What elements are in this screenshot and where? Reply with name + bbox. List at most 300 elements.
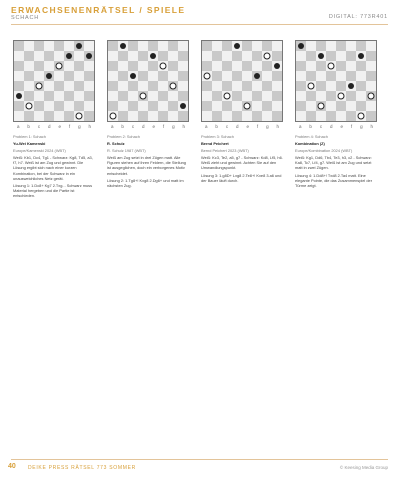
black-piece-icon [254, 73, 260, 79]
board-square [64, 71, 74, 81]
problem-author: Yu-Wei Kamenski [13, 141, 46, 147]
white-piece-icon [244, 103, 251, 110]
board-square [346, 91, 356, 101]
board-square [336, 111, 346, 121]
board-square [232, 91, 242, 101]
board-square [148, 111, 158, 121]
board-square [222, 111, 232, 121]
board-square [336, 51, 346, 61]
black-piece-icon [130, 73, 136, 79]
file-label: b [309, 124, 312, 129]
file-label: f [68, 124, 71, 129]
board-square [168, 101, 178, 111]
board-square [202, 101, 212, 111]
board-square [74, 101, 84, 111]
board-square [222, 101, 232, 111]
file-label: b [27, 124, 30, 129]
problem-title: Problem 3: Schach [201, 134, 234, 139]
file-label: c [319, 124, 323, 129]
file-label: e [246, 124, 249, 129]
board-square [148, 101, 158, 111]
board-square [118, 61, 128, 71]
board-square [158, 41, 168, 51]
magazine-name: DEIKE PRESS RÄTSEL 773 SOMMER [28, 465, 136, 471]
board-square [316, 61, 326, 71]
board-square [24, 51, 34, 61]
file-label: c [131, 124, 135, 129]
board-square [74, 51, 84, 61]
board-square [14, 111, 24, 121]
board-square [34, 61, 44, 71]
board-square [306, 91, 316, 101]
white-piece-icon [318, 103, 325, 110]
board-square [212, 101, 222, 111]
board-square [366, 91, 376, 101]
board-square [158, 61, 168, 71]
file-label: h [88, 124, 92, 129]
board-square [232, 81, 242, 91]
black-piece-icon [234, 43, 240, 49]
problem-author: Kombination (Z) [295, 141, 325, 147]
board-square [326, 81, 336, 91]
board-square [158, 51, 168, 61]
file-label: a [298, 124, 302, 129]
board-square [84, 51, 94, 61]
board-square [336, 41, 346, 51]
file-label: h [276, 124, 280, 129]
chess-problem-4 [293, 40, 380, 455]
board-square [118, 71, 128, 81]
black-piece-icon [86, 53, 92, 59]
problem-text [295, 134, 377, 190]
board-square [178, 71, 188, 81]
file-label: e [340, 124, 343, 129]
board-square [64, 51, 74, 61]
white-piece-icon [328, 63, 335, 70]
file-label: d [48, 124, 51, 129]
board-square [138, 71, 148, 81]
board-square [138, 81, 148, 91]
board-square [138, 91, 148, 101]
board-square [356, 51, 366, 61]
board-square [84, 61, 94, 71]
board-square [356, 41, 366, 51]
board-square [118, 41, 128, 51]
board-square [316, 111, 326, 121]
black-piece-icon [274, 63, 280, 69]
board-square [326, 51, 336, 61]
board-square [148, 71, 158, 81]
board-square [262, 61, 272, 71]
chess-problem-2 [105, 40, 192, 455]
header-subtitle: SCHACH [11, 15, 40, 21]
file-label: b [215, 124, 218, 129]
board-square [178, 61, 188, 71]
board-square [232, 41, 242, 51]
board-square [54, 61, 64, 71]
board-square [54, 71, 64, 81]
footer-copyright: © Keesing Media Group [339, 465, 388, 470]
problem-description: Weiß am Zug setzt in drei Zügen matt. Alle Figuren stehen auf ihren Feldern, die Stellung ist ausgeglichen, doch ein verborgenes Motiv entscheidet. [107, 155, 186, 176]
board-square [222, 81, 232, 91]
board-square [138, 41, 148, 51]
board-square [128, 111, 138, 121]
file-label: e [58, 124, 61, 129]
file-labels [201, 124, 283, 129]
board-square [108, 101, 118, 111]
board-square [272, 111, 282, 121]
board-square [74, 61, 84, 71]
board-square [178, 91, 188, 101]
board-square [128, 91, 138, 101]
board-square [14, 51, 24, 61]
board-square [64, 61, 74, 71]
board-square [44, 71, 54, 81]
board-square [306, 81, 316, 91]
problem-position: Europe/Kamenski 2024 (WBT) [13, 148, 66, 154]
black-piece-icon [180, 103, 186, 109]
board-square [44, 61, 54, 71]
board-square [74, 81, 84, 91]
board-square [326, 111, 336, 121]
board-square [272, 81, 282, 91]
board-square [148, 81, 158, 91]
board-square [356, 111, 366, 121]
problem-description: Weiß: Kb1, Dc4, Tg1 - Schwarz: Kg8, Td5, a3, f7, h7. Weiß ist am Zug und gewinnt. Die Lösung ergibt sich nach einer kurzen Kombination, bei der Schwarz in ein unausweichliches Netz gerät. [13, 155, 93, 181]
board-square [64, 101, 74, 111]
white-piece-icon [76, 113, 83, 120]
board-square [34, 91, 44, 101]
board-square [54, 51, 64, 61]
board-square [212, 81, 222, 91]
board-square [24, 81, 34, 91]
problem-author: R. Schulz [107, 141, 125, 147]
board-square [108, 41, 118, 51]
board-square [316, 81, 326, 91]
board-square [14, 41, 24, 51]
board-square [272, 101, 282, 111]
black-piece-icon [348, 83, 354, 89]
board-square [306, 111, 316, 121]
board-square [272, 71, 282, 81]
board-square [366, 101, 376, 111]
black-piece-icon [318, 53, 324, 59]
white-piece-icon [170, 83, 177, 90]
board-square [336, 91, 346, 101]
board-square [356, 91, 366, 101]
board-square [128, 81, 138, 91]
board-square [296, 111, 306, 121]
board-square [366, 111, 376, 121]
board-square [34, 101, 44, 111]
board-square [14, 101, 24, 111]
board-square [44, 51, 54, 61]
file-label: g [172, 124, 175, 129]
board-square [366, 41, 376, 51]
board-square [138, 111, 148, 121]
board-square [202, 51, 212, 61]
board-square [202, 61, 212, 71]
board-square [44, 101, 54, 111]
problem-title: Problem 2: Schach [107, 134, 140, 139]
board-square [252, 111, 262, 121]
board-square [138, 51, 148, 61]
chess-board [201, 40, 283, 122]
problem-title: Problem 4: Schach [295, 134, 328, 139]
board-square [44, 41, 54, 51]
problem-text [13, 134, 95, 200]
board-square [272, 61, 282, 71]
problem-description: Weiß: Kg1, Dd6, Tb4, Te3, h3, c2 - Schwarz: Ka8, Tc7, Lf4, g7. Weiß ist am Zug und setzt matt in zwei Zügen. [295, 155, 372, 171]
board-square [366, 81, 376, 91]
board-square [262, 101, 272, 111]
board-square [242, 61, 252, 71]
file-label: d [236, 124, 239, 129]
board-square [138, 61, 148, 71]
board-square [262, 111, 272, 121]
board-square [24, 41, 34, 51]
black-piece-icon [16, 93, 22, 99]
board-square [356, 61, 366, 71]
board-square [316, 71, 326, 81]
board-square [54, 101, 64, 111]
board-square [158, 101, 168, 111]
board-square [222, 91, 232, 101]
file-label: g [78, 124, 81, 129]
page-number: 40 [8, 463, 16, 470]
board-square [316, 91, 326, 101]
board-square [316, 101, 326, 111]
file-label: g [360, 124, 363, 129]
board-square [306, 61, 316, 71]
board-square [64, 111, 74, 121]
file-label: a [204, 124, 208, 129]
black-piece-icon [150, 53, 156, 59]
board-square [148, 91, 158, 101]
board-square [252, 41, 262, 51]
board-square [242, 111, 252, 121]
board-square [242, 81, 252, 91]
problem-text [107, 134, 189, 190]
board-square [34, 41, 44, 51]
board-square [242, 41, 252, 51]
board-square [222, 41, 232, 51]
board-square [74, 91, 84, 101]
board-square [84, 91, 94, 101]
board-square [118, 51, 128, 61]
board-square [336, 71, 346, 81]
file-label: a [16, 124, 20, 129]
board-square [108, 51, 118, 61]
file-label: e [152, 124, 155, 129]
board-square [262, 91, 272, 101]
board-square [296, 101, 306, 111]
board-square [262, 81, 272, 91]
board-square [316, 51, 326, 61]
problem-solution: Lösung 2: 1.Tg8+! Kxg8 2.Dg6+ und matt im nächsten Zug. [107, 177, 184, 188]
chess-board [107, 40, 189, 122]
file-labels [107, 124, 189, 129]
white-piece-icon [338, 93, 345, 100]
board-square [232, 71, 242, 81]
file-label: d [330, 124, 333, 129]
board-square [158, 91, 168, 101]
board-square [202, 111, 212, 121]
white-piece-icon [160, 63, 167, 70]
file-labels [13, 124, 95, 129]
white-piece-icon [224, 93, 231, 100]
board-square [356, 81, 366, 91]
board-square [336, 61, 346, 71]
board-square [74, 41, 84, 51]
board-square [306, 41, 316, 51]
board-square [346, 111, 356, 121]
white-piece-icon [308, 83, 315, 90]
black-piece-icon [76, 43, 82, 49]
board-square [14, 71, 24, 81]
board-square [366, 51, 376, 61]
board-square [168, 81, 178, 91]
board-square [346, 71, 356, 81]
board-square [84, 71, 94, 81]
board-square [272, 91, 282, 101]
file-label: g [266, 124, 269, 129]
board-square [168, 51, 178, 61]
board-square [212, 111, 222, 121]
board-square [202, 41, 212, 51]
board-square [326, 91, 336, 101]
board-square [232, 51, 242, 61]
white-piece-icon [204, 73, 211, 80]
board-square [178, 111, 188, 121]
board-square [64, 41, 74, 51]
board-square [108, 81, 118, 91]
board-square [108, 111, 118, 121]
board-square [14, 81, 24, 91]
problem-text [201, 134, 283, 185]
white-piece-icon [26, 103, 33, 110]
board-square [306, 51, 316, 61]
problem-author: Bernd Peichert [201, 141, 229, 147]
board-square [44, 111, 54, 121]
board-square [366, 71, 376, 81]
problem-solution: Lösung 3: 1.g8D+ Lxg8 2.Te8+! Kxe8 3.a6 und der Bauer läuft durch. [201, 172, 282, 183]
chess-problem-3 [199, 40, 286, 455]
board-square [178, 51, 188, 61]
board-square [128, 41, 138, 51]
black-piece-icon [358, 53, 364, 59]
board-square [242, 51, 252, 61]
board-square [108, 91, 118, 101]
board-square [84, 101, 94, 111]
board-square [346, 101, 356, 111]
board-square [34, 51, 44, 61]
board-square [346, 41, 356, 51]
file-label: b [121, 124, 124, 129]
board-square [24, 101, 34, 111]
board-square [178, 101, 188, 111]
board-square [222, 71, 232, 81]
board-square [158, 71, 168, 81]
problem-title: Problem 1: Schach [13, 134, 46, 139]
board-square [326, 41, 336, 51]
board-square [232, 111, 242, 121]
board-square [24, 111, 34, 121]
board-square [252, 51, 262, 61]
board-square [356, 101, 366, 111]
board-square [222, 51, 232, 61]
board-square [346, 61, 356, 71]
chess-problem-1 [11, 40, 98, 455]
board-square [118, 91, 128, 101]
board-square [118, 81, 128, 91]
board-square [212, 61, 222, 71]
board-square [252, 101, 262, 111]
board-square [168, 111, 178, 121]
board-square [242, 101, 252, 111]
problem-position: Europe/Kombination 2024 (WBT) [295, 148, 353, 154]
board-square [212, 71, 222, 81]
file-label: h [370, 124, 374, 129]
board-square [242, 71, 252, 81]
file-labels [295, 124, 377, 129]
board-square [138, 101, 148, 111]
header-right: DIGITAL: 773R401 [328, 14, 388, 20]
board-square [64, 91, 74, 101]
board-square [24, 71, 34, 81]
board-square [252, 91, 262, 101]
black-piece-icon [46, 73, 52, 79]
board-square [54, 81, 64, 91]
board-square [24, 91, 34, 101]
board-square [148, 41, 158, 51]
file-label: h [182, 124, 186, 129]
board-square [212, 91, 222, 101]
board-square [232, 61, 242, 71]
board-square [64, 81, 74, 91]
board-square [326, 61, 336, 71]
board-square [326, 71, 336, 81]
chess-board [13, 40, 95, 122]
board-square [346, 51, 356, 61]
white-piece-icon [56, 63, 63, 70]
board-square [212, 41, 222, 51]
board-square [84, 41, 94, 51]
footer-rule [11, 459, 388, 460]
board-square [128, 101, 138, 111]
board-square [54, 91, 64, 101]
file-label: a [110, 124, 114, 129]
board-square [128, 51, 138, 61]
board-square [148, 61, 158, 71]
board-square [168, 91, 178, 101]
board-square [202, 71, 212, 81]
board-square [346, 81, 356, 91]
chess-board [295, 40, 377, 122]
board-square [34, 81, 44, 91]
header-title: ERWACHSENENRÄTSEL / SPIELE [11, 5, 186, 15]
board-square [84, 111, 94, 121]
board-square [24, 61, 34, 71]
board-square [148, 51, 158, 61]
board-square [108, 61, 118, 71]
board-square [296, 51, 306, 61]
board-square [34, 71, 44, 81]
board-square [296, 61, 306, 71]
white-piece-icon [36, 83, 43, 90]
white-piece-icon [140, 93, 147, 100]
board-square [74, 111, 84, 121]
